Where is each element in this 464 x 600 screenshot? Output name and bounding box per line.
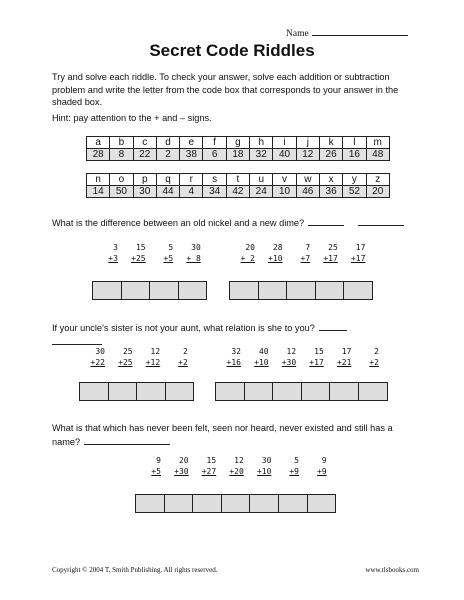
code-number: 44 [156,186,179,198]
addend-top: 12 [234,456,244,465]
answer-box[interactable] [165,382,195,401]
code-number: 2 [156,149,179,161]
addend-top: 17 [341,347,352,356]
code-letter: b [110,137,133,149]
code-number: 6 [203,149,226,161]
answer-box[interactable] [329,382,359,401]
question-text: What is that which has never been felt, seen nor heard, never existed and still has a name? [52,423,393,447]
instructions: Try and solve each riddle. To check your answer, solve each addition or subtraction problem and write the letter from the code box that corresponds to your answer in the shaded box. [52,72,399,107]
addend-bottom: +12 [145,358,161,367]
answer-box[interactable] [221,494,251,513]
code-number: 20 [366,186,389,198]
addition-problem [177,242,201,264]
addend-bottom: +10 [268,254,283,263]
addend-top: 9 [156,456,161,465]
code-letter: t [226,174,249,186]
code-numbers [87,186,390,198]
addend-top: 32 [231,347,241,356]
hint: Hint: pay attention to the + and – signs. [52,113,212,123]
addend-top: 30 [261,456,272,465]
code-letter: v [273,174,296,186]
addend-top: 12 [150,347,161,356]
answer-blank[interactable] [319,321,347,331]
addend-bottom: +25 [131,254,146,263]
addend-bottom: + 8 [186,254,201,263]
answer-box[interactable] [121,281,151,300]
answer-blank[interactable] [358,216,404,226]
addition-problem [164,346,188,368]
addend-top: 20 [245,243,255,252]
code-letter: l [343,137,366,149]
addend-top: 30 [191,243,201,252]
answer-box[interactable] [343,281,373,300]
code-number: 14 [87,186,110,198]
addend-top: 20 [178,456,189,465]
answer-blank[interactable] [84,435,170,445]
addend-top: 30 [95,347,105,356]
riddle-question [52,321,408,348]
riddle-question [52,216,408,230]
code-letter: q [156,174,179,186]
addend-top: 5 [168,243,174,252]
code-table-row-1 [86,136,390,161]
answer-box[interactable] [164,494,194,513]
answer-box[interactable] [108,382,138,401]
code-number: 52 [343,186,366,198]
answer-box[interactable] [215,382,245,401]
answer-box[interactable] [272,382,302,401]
name-label: Name [286,29,309,39]
answer-box-row [92,281,206,300]
addend-bottom: +17 [309,358,324,367]
addend-bottom: +27 [201,467,217,476]
addition-problem [165,455,189,477]
answer-box[interactable] [229,281,259,300]
answer-blank[interactable] [308,216,344,226]
addition-problem [259,242,283,264]
addition-problem [217,346,241,368]
name-field [286,26,408,39]
answer-box-row [135,494,335,513]
code-letter: e [180,137,203,149]
addend-bottom: +2 [178,358,188,367]
code-number: 38 [180,149,203,161]
code-number: 40 [273,149,296,161]
addend-bottom: +5 [151,467,161,476]
code-letters [87,137,390,149]
code-table-row-2 [86,173,390,198]
addend-bottom: + 2 [240,254,255,263]
addend-bottom: +5 [163,254,174,263]
code-number: 8 [110,149,133,161]
addition-problem [137,455,161,477]
answer-box[interactable] [135,494,165,513]
question-text: If your uncle’s sister is not your aunt, what relation is she to you? [52,323,315,333]
answer-box[interactable] [286,281,316,300]
answer-box[interactable] [315,281,345,300]
code-number: 30 [133,186,156,198]
code-letter: y [343,174,366,186]
addend-top: 40 [258,347,269,356]
addition-problem [303,455,327,477]
code-letter: u [250,174,273,186]
addend-bottom: +30 [281,358,297,367]
addition-problem [192,455,216,477]
answer-blank[interactable] [52,335,102,345]
addend-top: 25 [328,243,338,252]
code-number: 50 [110,186,133,198]
addend-top: 12 [286,347,297,356]
addend-bottom: +21 [336,358,352,367]
code-number: 22 [133,149,156,161]
page-title: Secret Code Riddles [149,41,315,60]
addend-top: 17 [355,243,366,252]
code-number: 12 [296,149,319,161]
answer-box[interactable] [249,494,279,513]
addition-problem [122,242,146,264]
addition-problem [286,242,310,264]
addend-top: 3 [113,243,118,252]
code-letter: p [133,174,156,186]
code-number: 42 [226,186,249,198]
code-letter: n [87,174,110,186]
addend-bottom: +25 [118,358,133,367]
addend-top: 2 [374,347,379,356]
addend-bottom: +2 [369,358,379,367]
addition-problem [272,346,296,368]
answer-box[interactable] [307,494,337,513]
code-letter: j [296,137,319,149]
addition-problem [245,346,269,368]
code-letter: f [203,137,226,149]
code-number: 28 [87,149,110,161]
addend-bottom: +9 [289,467,299,476]
addend-bottom: +17 [323,254,338,263]
addend-bottom: +17 [350,254,366,263]
addend-top: 7 [305,243,311,252]
answer-box[interactable] [278,494,308,513]
addition-problem [81,346,105,368]
addend-bottom: +7 [300,254,311,263]
addend-bottom: +22 [90,358,105,367]
addend-top: 2 [182,347,188,356]
addend-top: 15 [314,347,324,356]
code-letter: h [250,137,273,149]
addition-problem [149,242,173,264]
addition-problem [220,455,244,477]
addend-top: 15 [206,456,217,465]
answer-box-row [79,382,193,401]
code-letter: s [203,174,226,186]
addend-top: 25 [122,347,133,356]
code-letter: i [273,137,296,149]
code-number: 34 [203,186,226,198]
code-number: 24 [250,186,273,198]
addition-problem [341,242,365,264]
answer-box[interactable] [358,382,388,401]
copyright: Copyright © 2004 T. Smith Publishing. All rights reserved. [52,566,218,574]
code-number: 46 [296,186,319,198]
addend-bottom: +9 [316,467,327,476]
code-letter: c [133,137,156,149]
addend-top: 15 [135,243,146,252]
addition-problem [300,346,324,368]
addend-bottom: +30 [174,467,189,476]
addition-problem [327,346,351,368]
code-numbers [87,149,390,161]
answer-box[interactable] [192,494,222,513]
answer-box[interactable] [136,382,166,401]
code-number: 10 [273,186,296,198]
addend-bottom: +3 [108,254,118,263]
addition-problem [231,242,255,264]
code-letter: m [366,137,389,149]
code-number: 26 [319,149,342,161]
addition-problem [275,455,299,477]
code-letter: w [296,174,319,186]
code-letter: a [87,137,110,149]
code-letter: g [226,137,249,149]
code-letters [87,174,390,186]
addition-problem [355,346,379,368]
answer-box[interactable] [92,281,122,300]
addition-problem [314,242,338,264]
website: www.tlsbooks.com [365,566,419,574]
addend-top: 5 [294,456,299,465]
addition-problem [247,455,271,477]
code-number: 16 [343,149,366,161]
code-number: 36 [319,186,342,198]
answer-box[interactable] [178,281,208,300]
addend-bottom: +20 [229,467,244,476]
code-number: 48 [366,149,389,161]
name-blank[interactable] [312,26,408,36]
addend-bottom: +10 [254,358,269,367]
code-number: 18 [226,149,249,161]
answer-box[interactable] [244,382,274,401]
question-text: What is the difference between an old nickel and a new dime? [52,218,305,228]
addition-problem [136,346,160,368]
addend-top: 28 [272,243,283,252]
code-letter: r [180,174,203,186]
answer-box[interactable] [79,382,109,401]
addend-bottom: +16 [226,358,241,367]
answer-box-row [215,382,387,401]
code-number: 4 [180,186,203,198]
addition-problem [109,346,133,368]
addend-bottom: +10 [256,467,272,476]
answer-box-row [229,281,372,300]
code-letter: o [110,174,133,186]
addition-problem [94,242,118,264]
addend-top: 9 [321,456,327,465]
code-number: 32 [250,149,273,161]
answer-box[interactable] [301,382,331,401]
code-letter: z [366,174,389,186]
answer-box[interactable] [258,281,288,300]
answer-box[interactable] [149,281,179,300]
riddle-question [52,422,408,448]
code-letter: x [319,174,342,186]
code-letter: d [156,137,179,149]
code-letter: k [319,137,342,149]
